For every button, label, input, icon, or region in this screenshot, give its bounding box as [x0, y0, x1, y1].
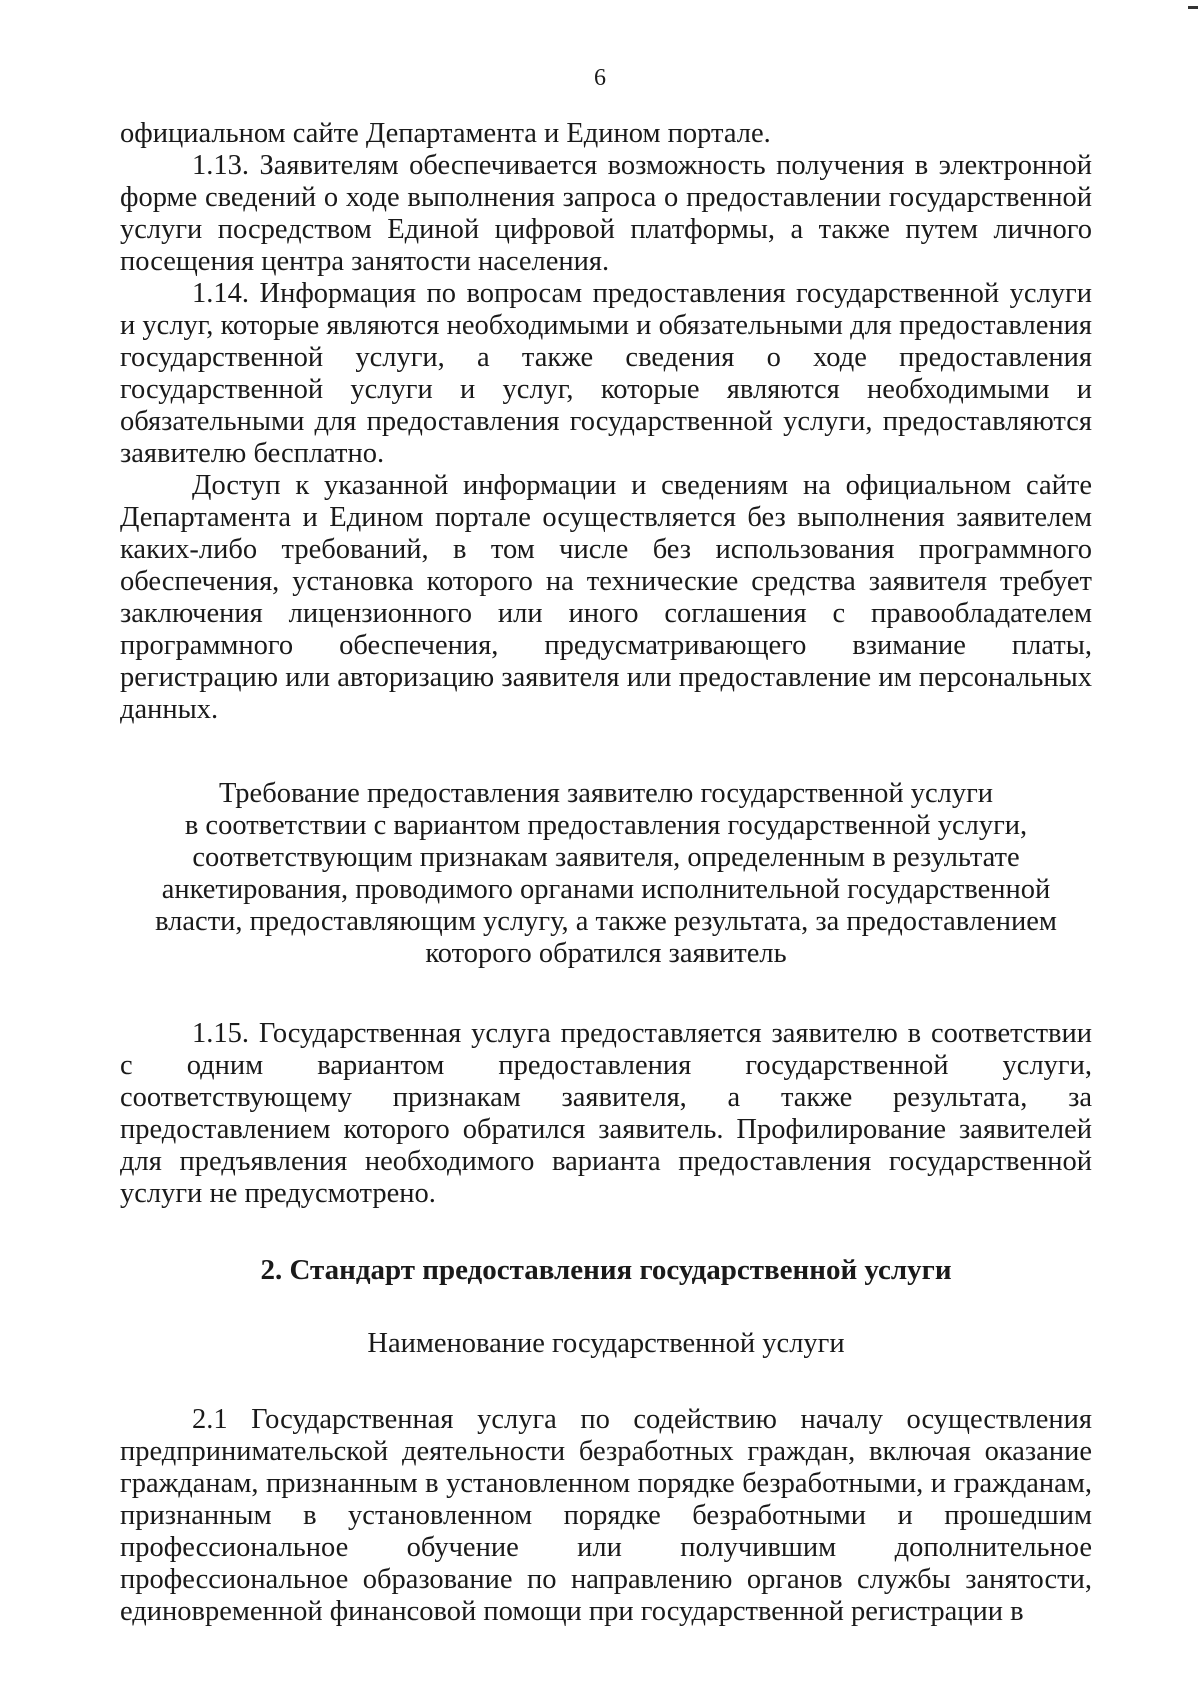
heading-line: Требование предоставления заявителю государственной услуги — [218, 778, 994, 809]
paragraph-2-1: 2.1 Государственная услуга по содействию началу осуществления предпринимательской деятельности безработных граждан, включая оказание гражданам, признанным в установленном порядке безработными, и гражданам, признанным в установленном порядке безработными и прошедшим профессиональное обучение или получившим дополнительное профессиональное образование по направлению органов службы занятости, единовременной финансовой помощи при государственной регистрации в — [120, 1404, 1092, 1627]
subsection-title: Наименование государственной услуги — [367, 1328, 845, 1359]
paragraph-1-15: 1.15. Государственная услуга предоставляется заявителю в соответствии с одним вариантом предоставления государственной услуги, соответствующему признакам заявителя, а также результата, за предоставлением которого обратился заявитель. Профилирование заявителей для предъявления необходимого варианта предоставления государственной услуги не предусмотрено. — [120, 1018, 1092, 1209]
page-number: 6 — [594, 65, 606, 91]
section-title: 2. Стандарт предоставления государственной услуги — [260, 1254, 952, 1286]
requirement-heading — [120, 778, 1092, 970]
heading-line: которого обратился заявитель — [425, 938, 787, 969]
heading-line: в соответствии с вариантом предоставления государственной услуги, — [184, 810, 1028, 841]
paragraph-continuation: официальном сайте Департамента и Едином портале. — [120, 118, 771, 149]
heading-line: власти, предоставляющим услугу, а также результата, за предоставлением — [155, 906, 1057, 937]
paragraph-1-13: 1.13. Заявителям обеспечивается возможность получения в электронной форме сведений о ходе выполнения запроса о предоставлении государственной услуги посредством Единой цифровой платформы, а также путем личного посещения центра занятости населения. — [120, 150, 1092, 277]
paragraph-access: Доступ к указанной информации и сведениям на официальном сайте Департамента и Едином портале осуществляется без выполнения заявителем каких-либо требований, в том числе без использования программного обеспечения, установка которого на технические средства заявителя требует заключения лицензионного или иного соглашения с правообладателем программного обеспечения, предусматривающего взимание платы, регистрацию или авторизацию заявителя или предоставление им персональных данных. — [120, 470, 1092, 725]
page-content — [120, 118, 1092, 1628]
heading-line: анкетирования, проводимого органами исполнительной государственной — [161, 874, 1051, 905]
paragraph-1-14: 1.14. Информация по вопросам предоставления государственной услуги и услуг, которые являются необходимыми и обязательными для предоставления государственной услуги, а также сведения о ходе предоставления государственной услуги и услуг, которые являются необходимыми и обязательными для предоставления государственной услуги, предоставляются заявителю бесплатно. — [120, 278, 1092, 469]
heading-line: соответствующим признакам заявителя, определенным в результате — [192, 842, 1020, 873]
scan-edge-mark — [1188, 6, 1198, 9]
